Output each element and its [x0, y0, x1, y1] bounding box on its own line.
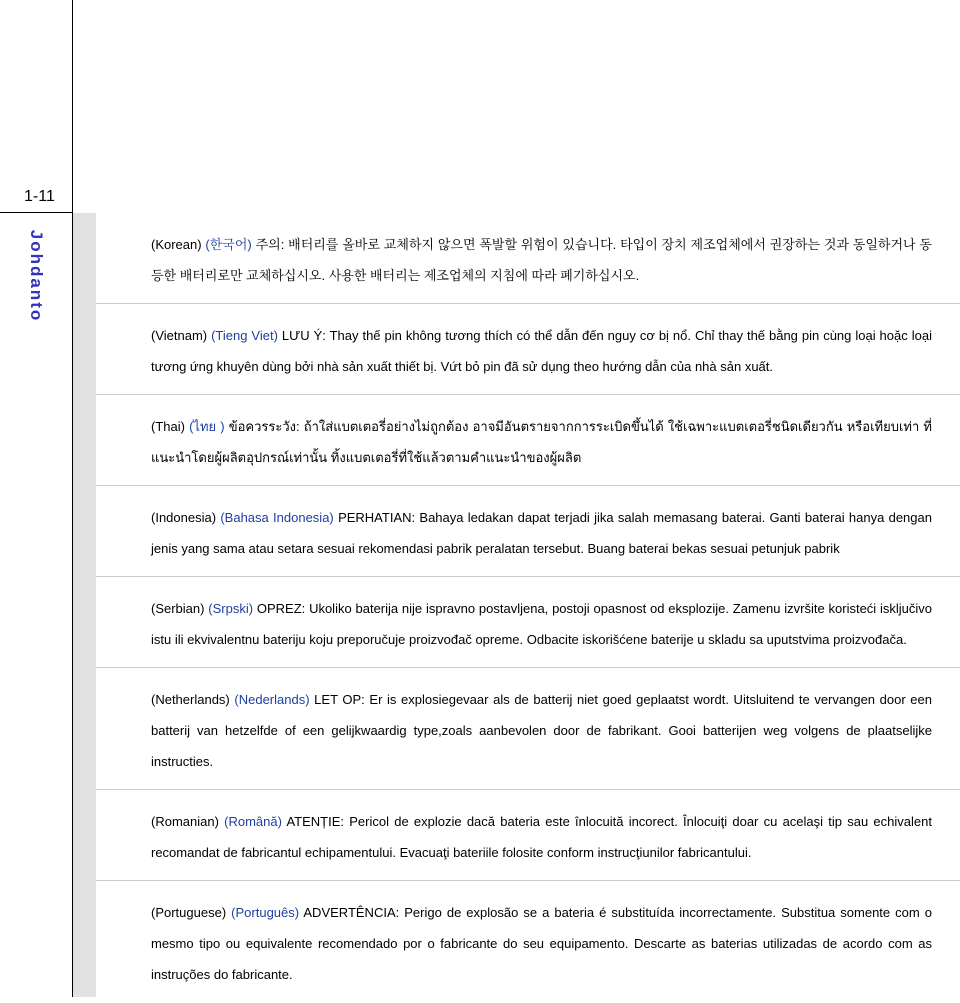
- language-label: (Korean): [151, 237, 202, 252]
- document-body: [96, 213, 960, 1002]
- language-label: (Vietnam): [151, 328, 208, 343]
- native-language-name: (ไทย ): [189, 419, 225, 434]
- native-language-name: (Tieng Viet): [211, 328, 278, 343]
- warning-text: ADVERTÊNCIA: Perigo de explosão se a bateria é substituída incorrectamente. Substitua somente com o mesmo tipo ou equivalente recomendado por o fabricante do seu equipamento. Descarte as baterias utilizadas de acordo com as instruções do fabricante.: [151, 905, 932, 982]
- paragraph-indonesian: [96, 486, 960, 577]
- native-language-name: (Português): [231, 905, 300, 920]
- native-language-name: (Bahasa Indonesia): [220, 510, 334, 525]
- language-label: (Romanian): [151, 814, 219, 829]
- paragraph-dutch: [96, 668, 960, 790]
- warning-text: LƯU Ý: Thay thế pin không tương thích có thể dẫn đến nguy cơ bị nổ. Chỉ thay thế bằng pin cùng loại hoặc loại tương ứng khuyên dùng bởi nhà sản xuất thiết bị. Vứt bỏ pin đã sử dụng theo hướng dẫn của nhà sản xuất.: [151, 328, 932, 374]
- language-label: (Thai): [151, 419, 185, 434]
- paragraph-thai: [96, 395, 960, 486]
- header-horizontal-rule: [0, 212, 72, 213]
- paragraph-korean: [96, 213, 960, 304]
- chapter-title-vertical: Johdanto: [27, 229, 46, 323]
- paragraph-serbian: [96, 577, 960, 668]
- language-label: (Serbian): [151, 601, 205, 616]
- paragraph-portuguese: [96, 881, 960, 1002]
- native-language-name: (한국어): [205, 237, 252, 252]
- native-language-name: (Srpski): [208, 601, 254, 616]
- warning-text: 주의: 배터리를 올바로 교체하지 않으면 폭발할 위험이 있습니다. 타입이 장치 제조업체에서 권장하는 것과 동일하거나 동등한 배터리로만 교체하십시오. 사용한 배터리는 제조업체의 지침에 따라 폐기하십시오.: [151, 237, 932, 283]
- warning-text: PERHATIAN: Bahaya ledakan dapat terjadi jika salah memasang baterai. Ganti baterai hanya dengan jenis yang sama atau setara sesuai rekomendasi pabrik peralatan tersebut. Buang baterai bekas sesuai petunjuk pabrik: [151, 510, 932, 556]
- native-language-name: (Română): [224, 814, 282, 829]
- page-number: 1-11: [24, 188, 55, 205]
- sidebar-strip: [73, 213, 96, 997]
- warning-text: LET OP: Er is explosiegevaar als de batterij niet goed geplaatst wordt. Uitsluitend te vervangen door een batterij van hetzelfde of een gelijkwaardig type,zoals aanbevolen door de fabrikant. Gooi batterijen weg volgens de plaatselijke instructies.: [151, 692, 932, 769]
- paragraph-romanian: [96, 790, 960, 881]
- warning-text: OPREZ: Ukoliko baterija nije ispravno postavljena, postoji opasnost od eksplozije. Zamenu izvršite koristeći isključivo istu ili ekvivalentnu bateriju koju preporučuje proizvođač opreme. Odbacite iskorišćene baterije u skladu sa uputstvima proizvođača.: [151, 601, 932, 647]
- warning-text: ATENȚIE: Pericol de explozie dacă bateria este înlocuită incorect. Înlocuiţi doar cu acelaşi tip sau echivalent recomandat de fabricantul echipamentului. Evacuaţi bateriile folosite conform instrucţiunilor fabricantului.: [151, 814, 932, 860]
- language-label: (Netherlands): [151, 692, 230, 707]
- warning-text: ข้อควรระวัง: ถ้าใส่แบตเตอรี่อย่างไม่ถูกต้อง อาจมีอันตรายจากการระเบิดขึ้นได้ ใช้เฉพาะแบตเตอรี่ชนิดเดียวกัน หรือเทียบเท่า ที่แนะนำโดยผู้ผลิตอุปกรณ์เท่านั้น ทิ้งแบตเตอรี่ที่ใช้แล้วตามคำแนะนำของผู้ผลิต: [151, 419, 932, 465]
- language-label: (Portuguese): [151, 905, 227, 920]
- language-label: (Indonesia): [151, 510, 217, 525]
- native-language-name: (Nederlands): [234, 692, 310, 707]
- paragraph-vietnamese: [96, 304, 960, 395]
